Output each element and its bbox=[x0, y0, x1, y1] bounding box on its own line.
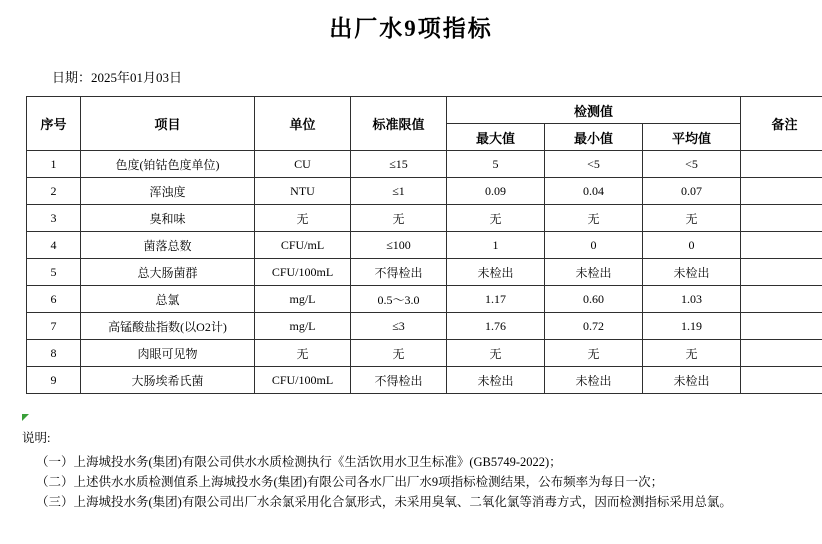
cell-min: 0 bbox=[545, 232, 643, 259]
cell-max: 1 bbox=[447, 232, 545, 259]
note-item: （二）上述供水水质检测值系上海城投水务(集团)有限公司各水厂出厂水9项指标检测结果，公布频率为每日一次； bbox=[36, 472, 822, 492]
table-row bbox=[27, 178, 822, 205]
header-unit: 单位 bbox=[255, 97, 351, 151]
table-row bbox=[27, 232, 822, 259]
table-row bbox=[27, 340, 822, 367]
cell-unit: CU bbox=[255, 151, 351, 178]
cell-avg: 0.07 bbox=[643, 178, 741, 205]
cell-no: 1 bbox=[27, 151, 81, 178]
cell-no: 3 bbox=[27, 205, 81, 232]
cell-limit: ≤15 bbox=[351, 151, 447, 178]
cell-avg: <5 bbox=[643, 151, 741, 178]
cell-min: 无 bbox=[545, 340, 643, 367]
header-no: 序号 bbox=[27, 97, 81, 151]
cell-unit: CFU/mL bbox=[255, 232, 351, 259]
cell-item: 浑浊度 bbox=[81, 178, 255, 205]
table-body bbox=[27, 151, 822, 394]
cell-no: 9 bbox=[27, 367, 81, 394]
green-corner-marker bbox=[22, 414, 29, 421]
cell-item: 大肠埃希氏菌 bbox=[81, 367, 255, 394]
cell-item: 总氯 bbox=[81, 286, 255, 313]
header-remark: 备注 bbox=[741, 97, 822, 151]
cell-max: 1.17 bbox=[447, 286, 545, 313]
cell-item: 臭和味 bbox=[81, 205, 255, 232]
table-row bbox=[27, 286, 822, 313]
document-page bbox=[0, 10, 822, 544]
cell-limit: 不得检出 bbox=[351, 367, 447, 394]
cell-min: 未检出 bbox=[545, 259, 643, 286]
table-row bbox=[27, 151, 822, 178]
report-table-wrapper bbox=[26, 96, 798, 394]
cell-remark bbox=[741, 259, 822, 286]
cell-unit: NTU bbox=[255, 178, 351, 205]
cell-avg: 无 bbox=[643, 340, 741, 367]
header-min: 最小值 bbox=[545, 124, 643, 151]
cell-limit: 无 bbox=[351, 205, 447, 232]
cell-max: 未检出 bbox=[447, 367, 545, 394]
cell-remark bbox=[741, 313, 822, 340]
cell-min: 0.04 bbox=[545, 178, 643, 205]
cell-avg: 无 bbox=[643, 205, 741, 232]
cell-limit: 无 bbox=[351, 340, 447, 367]
cell-avg: 0 bbox=[643, 232, 741, 259]
notes-section bbox=[22, 428, 822, 512]
cell-max: 未检出 bbox=[447, 259, 545, 286]
cell-unit: CFU/100mL bbox=[255, 259, 351, 286]
cell-unit: 无 bbox=[255, 340, 351, 367]
cell-max: 1.76 bbox=[447, 313, 545, 340]
cell-no: 6 bbox=[27, 286, 81, 313]
cell-min: 0.72 bbox=[545, 313, 643, 340]
cell-avg: 1.03 bbox=[643, 286, 741, 313]
notes-title: 说明: bbox=[22, 428, 822, 448]
cell-min: 未检出 bbox=[545, 367, 643, 394]
cell-remark bbox=[741, 151, 822, 178]
cell-min: <5 bbox=[545, 151, 643, 178]
cell-remark bbox=[741, 232, 822, 259]
cell-limit: 不得检出 bbox=[351, 259, 447, 286]
table-header-row-1 bbox=[27, 97, 822, 124]
note-item: （三）上海城投水务(集团)有限公司出厂水余氯采用化合氯形式，未采用臭氧、二氧化氯等消毒方式，因而检测指标采用总氯。 bbox=[36, 492, 822, 512]
table-row bbox=[27, 259, 822, 286]
cell-remark bbox=[741, 178, 822, 205]
header-detection-group: 检测值 bbox=[447, 97, 741, 124]
cell-limit: ≤1 bbox=[351, 178, 447, 205]
table-row bbox=[27, 205, 822, 232]
cell-avg: 未检出 bbox=[643, 367, 741, 394]
water-quality-table bbox=[26, 96, 822, 394]
cell-min: 0.60 bbox=[545, 286, 643, 313]
header-avg: 平均值 bbox=[643, 124, 741, 151]
report-date: 日期：2025年01月03日 bbox=[52, 67, 822, 86]
cell-avg: 未检出 bbox=[643, 259, 741, 286]
cell-no: 8 bbox=[27, 340, 81, 367]
header-max: 最大值 bbox=[447, 124, 545, 151]
cell-item: 菌落总数 bbox=[81, 232, 255, 259]
cell-max: 无 bbox=[447, 340, 545, 367]
table-row bbox=[27, 313, 822, 340]
cell-unit: 无 bbox=[255, 205, 351, 232]
cell-no: 2 bbox=[27, 178, 81, 205]
cell-remark bbox=[741, 286, 822, 313]
cell-unit: CFU/100mL bbox=[255, 367, 351, 394]
cell-item: 色度(铂钴色度单位) bbox=[81, 151, 255, 178]
cell-item: 高锰酸盐指数(以O2计) bbox=[81, 313, 255, 340]
table-row bbox=[27, 367, 822, 394]
cell-max: 无 bbox=[447, 205, 545, 232]
page-title: 出厂水9项指标 bbox=[0, 10, 822, 43]
header-item: 项目 bbox=[81, 97, 255, 151]
cell-remark bbox=[741, 367, 822, 394]
cell-unit: mg/L bbox=[255, 313, 351, 340]
cell-no: 4 bbox=[27, 232, 81, 259]
cell-max: 5 bbox=[447, 151, 545, 178]
cell-remark bbox=[741, 205, 822, 232]
cell-no: 7 bbox=[27, 313, 81, 340]
note-item: （一）上海城投水务(集团)有限公司供水水质检测执行《生活饮用水卫生标准》(GB5749-2022)； bbox=[36, 452, 822, 472]
table-head bbox=[27, 97, 822, 151]
header-limit: 标准限值 bbox=[351, 97, 447, 151]
cell-avg: 1.19 bbox=[643, 313, 741, 340]
cell-max: 0.09 bbox=[447, 178, 545, 205]
cell-no: 5 bbox=[27, 259, 81, 286]
cell-item: 总大肠菌群 bbox=[81, 259, 255, 286]
cell-min: 无 bbox=[545, 205, 643, 232]
cell-unit: mg/L bbox=[255, 286, 351, 313]
cell-limit: ≤100 bbox=[351, 232, 447, 259]
cell-item: 肉眼可见物 bbox=[81, 340, 255, 367]
cell-limit: 0.5～3.0 bbox=[351, 286, 447, 313]
cell-limit: ≤3 bbox=[351, 313, 447, 340]
cell-remark bbox=[741, 340, 822, 367]
